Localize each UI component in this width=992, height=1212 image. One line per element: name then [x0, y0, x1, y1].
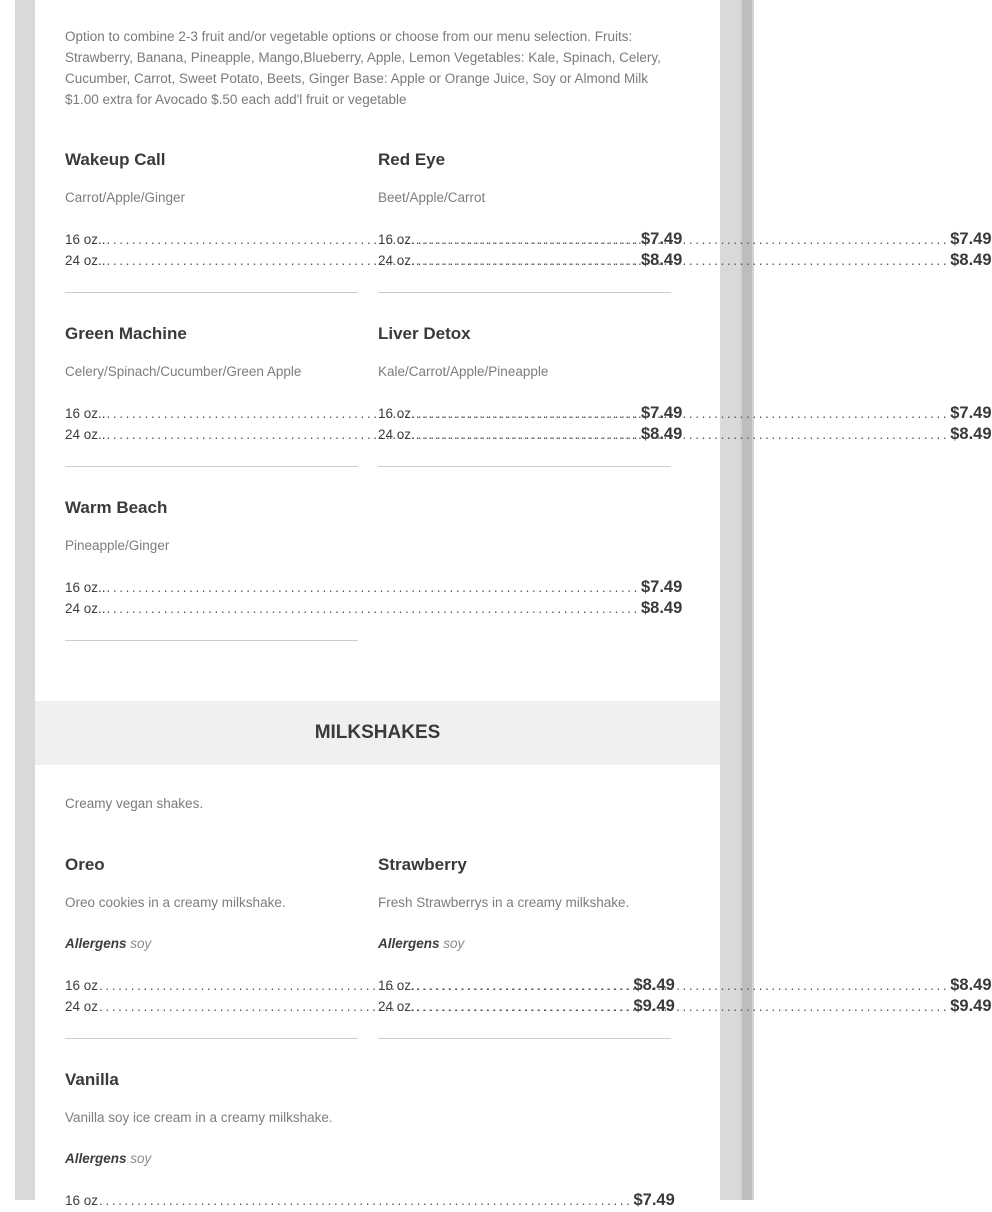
item-divider	[65, 640, 358, 641]
menu-item-strawberry[interactable]	[378, 855, 992, 1041]
price-row	[378, 997, 992, 1018]
price-row	[378, 251, 992, 272]
menu-item-liver-detox[interactable]	[378, 324, 992, 468]
price-row	[65, 404, 683, 425]
price-row	[65, 425, 683, 446]
price-value: $8.49	[950, 425, 992, 443]
price-size: 24 oz.	[378, 427, 415, 442]
price-value: $8.49	[633, 976, 675, 994]
item-description: Vanilla soy ice cream in a creamy milkshake.	[65, 1110, 333, 1125]
price-list	[65, 230, 683, 272]
item-description: Celery/Spinach/Cucumber/Green Apple	[65, 364, 302, 379]
price-leader-dots	[416, 232, 949, 247]
price-size: 16 oz.	[378, 978, 415, 993]
allergens-info	[378, 936, 464, 951]
price-value: $8.49	[641, 251, 683, 269]
item-title: Green Machine	[65, 324, 187, 343]
price-list	[378, 976, 992, 1018]
price-row	[65, 599, 683, 620]
allergens-info	[65, 1151, 151, 1166]
price-row	[65, 976, 675, 997]
price-row	[378, 404, 992, 425]
item-title: Strawberry	[378, 855, 467, 874]
price-value: $9.49	[950, 997, 992, 1015]
price-leader-dots	[107, 580, 640, 595]
menu-item-warm-beach[interactable]	[65, 498, 683, 642]
price-row	[378, 976, 992, 997]
item-description: Kale/Carrot/Apple/Pineapple	[378, 364, 549, 379]
item-description: Oreo cookies in a creamy milkshake.	[65, 895, 286, 910]
price-row	[65, 1191, 675, 1212]
price-value: $8.49	[641, 599, 683, 617]
item-divider	[378, 292, 671, 293]
menu-item-red-eye[interactable]	[378, 150, 992, 294]
allergens-info	[65, 936, 151, 951]
price-leader-dots	[416, 406, 949, 421]
item-divider	[378, 1038, 671, 1039]
item-divider	[65, 1038, 358, 1039]
item-title: Liver Detox	[378, 324, 471, 343]
item-title: Red Eye	[378, 150, 446, 169]
allergens-label: Allergens	[65, 936, 127, 951]
price-list	[65, 404, 683, 446]
price-value: $7.49	[641, 578, 683, 596]
price-value: $7.49	[641, 230, 683, 248]
price-leader-dots	[99, 1193, 632, 1208]
menu-item-vanilla[interactable]	[65, 1070, 675, 1210]
price-row	[378, 425, 992, 446]
price-size: 16 oz.	[378, 232, 415, 247]
price-list	[378, 230, 992, 272]
price-row	[65, 230, 683, 251]
price-value: $7.49	[950, 404, 992, 422]
allergens-value: soy	[443, 936, 465, 951]
item-title: Oreo	[65, 855, 105, 874]
price-value: $7.49	[633, 1191, 675, 1209]
price-size: 16 oz..	[65, 232, 106, 247]
price-value: $7.49	[950, 230, 992, 248]
price-size: 16 oz..	[65, 406, 106, 421]
price-value: $8.49	[950, 976, 992, 994]
price-size: 24 oz..	[65, 601, 106, 616]
price-size: 16 oz..	[65, 580, 106, 595]
item-title: Wakeup Call	[65, 150, 166, 169]
price-size: 16 oz.	[378, 406, 415, 421]
menu-sheet	[35, 0, 992, 1209]
price-leader-dots	[416, 427, 949, 442]
price-row	[378, 230, 992, 251]
price-size: 24 oz.	[378, 253, 415, 268]
scrollbar-thumb[interactable]	[742, 0, 752, 1200]
section-header-milkshakes	[35, 701, 720, 765]
juices-intro: Option to combine 2-3 fruit and/or vegetable options or choose from our menu selection. Fruits: Strawberry, Banana, Pineapple, Mango,Blueberry, Apple, Lemon Vegetables: Kale, Spinach, Celery, Cucumber, Carrot, Sweet Potato, Beets, Ginger Base: Apple or Orange Juice, Soy or Almond Milk $1.00 extra for Avocado $.50 each add'l fruit or vegetable	[65, 29, 661, 107]
price-value: $7.49	[641, 404, 683, 422]
item-description: Pineapple/Ginger	[65, 538, 170, 553]
price-size: 24 oz..	[65, 427, 106, 442]
price-leader-dots	[416, 999, 949, 1014]
price-value: $9.49	[633, 997, 675, 1015]
item-title: Warm Beach	[65, 498, 168, 517]
section-title: MILKSHAKES	[314, 722, 441, 743]
price-value: $8.49	[641, 425, 683, 443]
price-row	[65, 251, 683, 272]
price-list	[378, 404, 992, 446]
item-divider	[65, 292, 358, 293]
price-row	[65, 997, 675, 1018]
item-description: Fresh Strawberrys in a creamy milkshake.	[378, 895, 630, 910]
price-size: 16 oz	[65, 978, 99, 993]
item-divider	[378, 466, 671, 467]
price-size: 16 oz	[65, 1193, 99, 1208]
price-value: $8.49	[950, 251, 992, 269]
price-list	[65, 976, 675, 1018]
price-size: 24 oz	[65, 999, 99, 1014]
item-description: Carrot/Apple/Ginger	[65, 190, 186, 205]
price-size: 24 oz..	[65, 253, 106, 268]
allergens-value: soy	[130, 936, 152, 951]
allergens-label: Allergens	[378, 936, 440, 951]
allergens-value: soy	[130, 1151, 152, 1166]
item-divider	[65, 466, 358, 467]
price-size: 24 oz.	[378, 999, 415, 1014]
price-leader-dots	[416, 978, 949, 993]
price-leader-dots	[416, 253, 949, 268]
allergens-label: Allergens	[65, 1151, 127, 1166]
section-description: Creamy vegan shakes.	[65, 796, 204, 811]
item-description: Beet/Apple/Carrot	[378, 190, 486, 205]
price-list	[65, 1191, 675, 1212]
price-row	[65, 578, 683, 599]
price-leader-dots	[107, 601, 640, 616]
item-title: Vanilla	[65, 1070, 119, 1089]
price-list	[65, 578, 683, 620]
